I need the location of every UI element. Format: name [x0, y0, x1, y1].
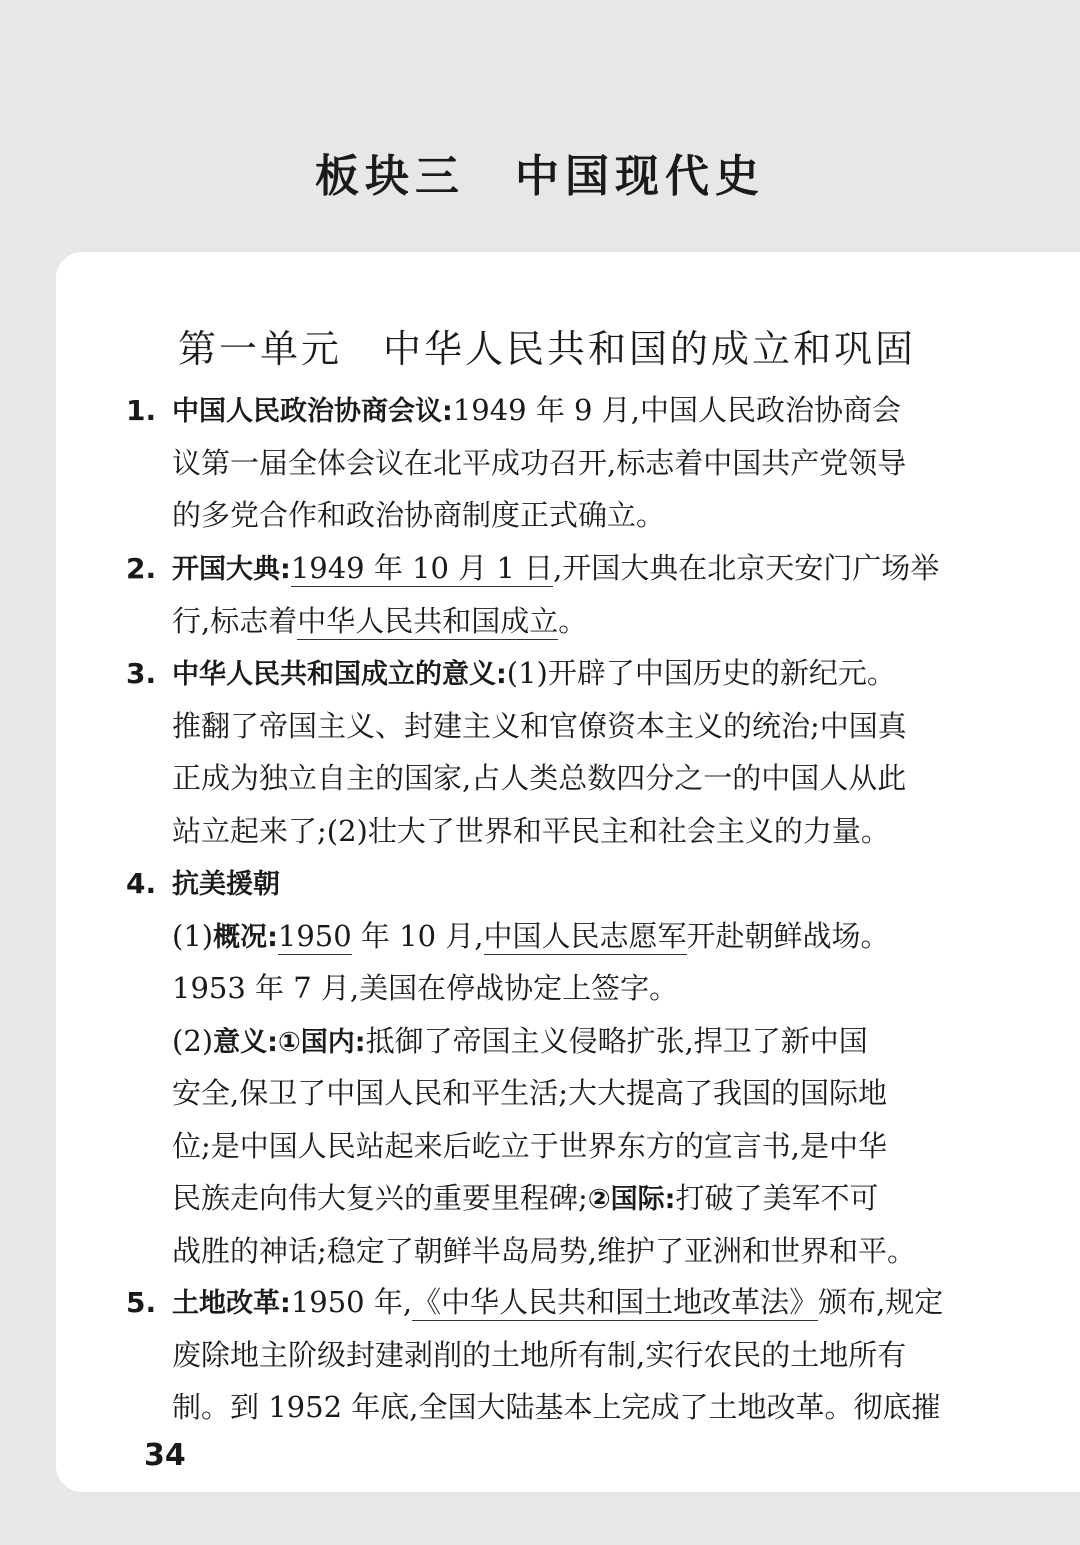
item-text: (1)	[172, 918, 214, 953]
item-line	[126, 542, 956, 595]
item-number: 3.	[126, 657, 157, 690]
underlined-answer: 1950	[277, 918, 352, 953]
item-line	[126, 384, 956, 437]
item-line	[126, 1381, 956, 1434]
item-text: 的多党合作和政治协商制度正式确立。	[172, 498, 666, 532]
item-text: 打破了美军不可	[675, 1181, 879, 1215]
item-text: 民族走向伟大复兴的重要里程碑;	[172, 1181, 588, 1215]
item-line	[126, 962, 956, 1015]
item-text: 推翻了帝国主义、封建主义和官僚资本主义的统治;中国真	[172, 708, 907, 743]
item-keyword: 开国大典:	[172, 554, 291, 585]
unit-title: 第一单元 中华人民共和国的成立和巩固	[178, 327, 917, 371]
item-text: 废除地主阶级封建剥削的土地所有制,实行农民的土地所有	[172, 1337, 907, 1372]
page-number: 34	[144, 1438, 186, 1473]
item-keyword: 中华人民共和国成立的意义:	[172, 659, 507, 690]
underlined-answer: 1949 年 10 月 1 日	[290, 551, 554, 585]
item-line	[126, 1172, 956, 1225]
item-keyword: 中国人民政治协商会议:	[172, 396, 453, 427]
item-line	[126, 595, 956, 648]
underlined-answer: 中华人民共和国成立	[297, 603, 559, 638]
list-item-1	[126, 384, 956, 542]
item-text: 1949 年 9 月,中国人民政治协商会	[452, 393, 901, 427]
item-text: 开赴朝鲜战场。	[686, 918, 890, 953]
item-keyword: 概况:	[213, 921, 278, 953]
item-line	[126, 1067, 956, 1120]
item-text: 行,标志着	[172, 603, 298, 638]
item-line	[126, 647, 956, 700]
section-title: 板块三 中国现代史	[315, 151, 765, 202]
item-number: 5.	[126, 1286, 157, 1319]
item-line	[126, 489, 956, 542]
list-item-2	[126, 542, 956, 647]
item-text: 位;是中国人民站起来后屹立于世界东方的宣言书,是中华	[172, 1128, 887, 1163]
item-line	[126, 1225, 956, 1278]
item-text: 制。到 1952 年底,全国大陆基本上完成了土地改革。彻底摧	[172, 1390, 941, 1424]
item-text: 战胜的神话;稳定了朝鲜半岛局势,维护了亚洲和世界和平。	[172, 1233, 916, 1268]
list-item-5	[126, 1276, 956, 1434]
underlined-answer: 《中华人民共和国土地改革法》	[412, 1285, 819, 1319]
item-line	[126, 910, 956, 963]
item-keyword: ②国际:	[587, 1184, 676, 1215]
list-item-3	[126, 647, 956, 857]
underlined-answer: 中国人民志愿军	[483, 918, 687, 953]
item-text: 年 10 月,	[351, 918, 484, 953]
item-keyword: 意义:①国内:	[213, 1026, 366, 1058]
item-line	[126, 700, 956, 753]
item-text: 议第一届全体会议在北平成功召开,标志着中国共产党领导	[172, 445, 907, 480]
item-line	[126, 805, 956, 858]
item-keyword: 抗美援朝	[172, 869, 280, 900]
item-number: 2.	[126, 552, 157, 585]
item-text: 站立起来了;(2)壮大了世界和平民主和社会主义的力量。	[172, 813, 890, 848]
item-number: 4.	[126, 867, 157, 900]
item-text: ,开国大典在北京天安门广场举	[553, 551, 940, 585]
item-text: 颁布,规定	[818, 1285, 944, 1319]
item-number: 1.	[126, 394, 157, 427]
item-text: (2)	[172, 1023, 214, 1058]
item-line	[126, 752, 956, 805]
item-line	[126, 1015, 956, 1068]
item-text: 1950 年,	[290, 1285, 413, 1319]
item-text: 。	[558, 603, 588, 638]
item-line	[126, 1120, 956, 1173]
item-text: (1)开辟了中国历史的新纪元。	[506, 656, 896, 690]
item-line	[126, 437, 956, 490]
item-line	[126, 1276, 956, 1329]
item-text: 1953 年 7 月,美国在停战协定上签字。	[172, 971, 679, 1005]
list-item-4	[126, 857, 956, 1277]
item-text: 正成为独立自主的国家,占人类总数四分之一的中国人从此	[172, 761, 907, 795]
item-text: 抵御了帝国主义侵略扩张,捍卫了新中国	[365, 1023, 868, 1058]
item-text: 安全,保卫了中国人民和平生活;大大提高了我国的国际地	[172, 1076, 887, 1110]
item-line	[126, 857, 956, 910]
item-line	[126, 1329, 956, 1382]
item-keyword: 土地改革:	[172, 1288, 291, 1319]
